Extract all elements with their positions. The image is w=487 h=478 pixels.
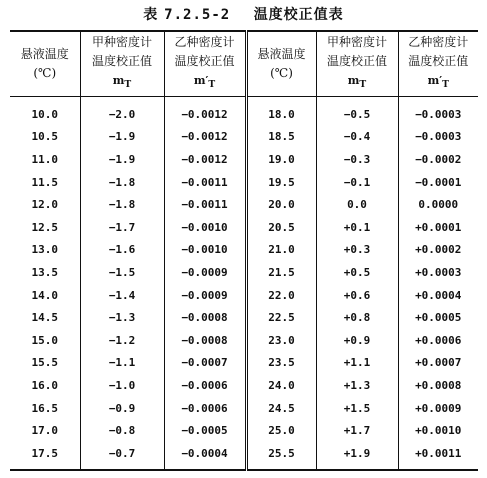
type-b-left-cell: −0.0004 — [164, 442, 246, 470]
table-row — [10, 397, 478, 420]
type-b-right-cell: +0.0004 — [415, 288, 462, 302]
header-symbol: $m_T$ — [347, 74, 367, 91]
table-row — [10, 261, 478, 284]
type-a-right-cell: +1.3 — [316, 374, 398, 397]
table-row — [10, 352, 478, 375]
header-type-a-right — [316, 31, 398, 97]
temp-left-cell: 17.5 — [10, 442, 80, 470]
header-line2: 温度校正值 — [326, 54, 387, 69]
temp-left-cell: 10.5 — [10, 126, 80, 149]
type-b-right-cell: +0.0008 — [415, 378, 462, 392]
type-a-right-cell: −0.3 — [316, 148, 398, 171]
type-a-right-cell: −0.1 — [316, 171, 398, 194]
type-b-left-cell: −0.0005 — [164, 419, 246, 442]
header-symbol: $m_T$ — [112, 74, 132, 91]
temp-right-cell: 21.5 — [246, 261, 316, 284]
table-row — [10, 171, 478, 194]
temp-right-cell: 20.0 — [246, 193, 316, 216]
type-a-left-cell: −1.0 — [80, 374, 164, 397]
header-line2: 温度校正值 — [174, 54, 235, 69]
table-row — [10, 329, 478, 352]
temp-left-cell: 12.0 — [10, 193, 80, 216]
temp-left-cell: 13.0 — [10, 239, 80, 262]
type-b-right-cell: +0.0011 — [415, 446, 462, 460]
header-unit: (℃) — [270, 66, 293, 80]
table-row — [10, 419, 478, 442]
type-a-right-cell: +0.8 — [316, 306, 398, 329]
type-a-left-cell: −1.8 — [80, 171, 164, 194]
type-a-left-cell: −1.4 — [80, 284, 164, 307]
type-b-right-cell: +0.0007 — [415, 356, 462, 370]
type-a-left-cell: −2.0 — [80, 97, 164, 126]
header-line1: 甲种密度计 — [326, 35, 387, 50]
header-line1: 乙种密度计 — [408, 35, 469, 50]
temp-right-cell: 24.5 — [246, 397, 316, 420]
temp-right-cell: 23.0 — [246, 329, 316, 352]
type-a-left-cell: −1.8 — [80, 193, 164, 216]
temp-left-cell: 16.0 — [10, 374, 80, 397]
type-b-left-cell: −0.0010 — [164, 239, 246, 262]
type-b-right-cell: +0.0006 — [415, 333, 462, 347]
table-row — [10, 374, 478, 397]
temp-right-cell: 23.5 — [246, 352, 316, 375]
type-a-left-cell: −0.9 — [80, 397, 164, 420]
temp-left-cell: 15.0 — [10, 329, 80, 352]
type-b-left-cell: −0.0011 — [164, 193, 246, 216]
type-b-left-cell: −0.0012 — [164, 148, 246, 171]
type-a-right-cell: +0.3 — [316, 239, 398, 262]
header-type-a-left — [80, 31, 164, 97]
table-title-prefix: 表 — [143, 7, 159, 23]
table-row — [10, 306, 478, 329]
type-b-right-cell: −0.0001 — [415, 175, 462, 189]
type-b-left-cell: −0.0012 — [164, 126, 246, 149]
type-b-left-cell: −0.0007 — [164, 352, 246, 375]
type-a-right-cell: −0.5 — [316, 97, 398, 126]
type-a-left-cell: −1.1 — [80, 352, 164, 375]
type-b-left-cell: −0.0010 — [164, 216, 246, 239]
type-b-left-cell: −0.0006 — [164, 397, 246, 420]
type-a-right-cell: +1.9 — [316, 442, 398, 470]
type-a-right-cell: −0.4 — [316, 126, 398, 149]
table-row — [10, 216, 478, 239]
type-a-left-cell: −1.9 — [80, 148, 164, 171]
table-row — [10, 193, 478, 216]
temp-left-cell: 11.5 — [10, 171, 80, 194]
type-b-right-cell: −0.0003 — [415, 107, 462, 121]
temp-right-cell: 25.5 — [246, 442, 316, 470]
type-b-left-cell: −0.0012 — [164, 97, 246, 126]
temperature-correction-table — [10, 30, 478, 471]
type-b-left-cell: −0.0011 — [164, 171, 246, 194]
type-a-right-cell: 0.0 — [316, 193, 398, 216]
type-b-left-cell: −0.0009 — [164, 284, 246, 307]
header-type-b-right — [398, 31, 478, 97]
type-b-right-cell: +0.0003 — [415, 265, 462, 279]
header-line1: 乙种密度计 — [174, 35, 235, 50]
temp-right-cell: 18.5 — [246, 126, 316, 149]
type-a-right-cell: +1.1 — [316, 352, 398, 375]
table-row — [10, 126, 478, 149]
header-line1: 悬液温度 — [20, 47, 69, 61]
type-a-right-cell: +0.9 — [316, 329, 398, 352]
header-type-b-left — [164, 31, 246, 97]
type-a-right-cell: +1.7 — [316, 419, 398, 442]
table-title-text: 温度校正值表 — [253, 7, 344, 23]
type-b-right-cell: +0.0005 — [415, 311, 462, 325]
type-a-left-cell: −1.6 — [80, 239, 164, 262]
header-unit: (℃) — [33, 66, 57, 80]
type-a-right-cell: +1.5 — [316, 397, 398, 420]
type-a-right-cell: +0.6 — [316, 284, 398, 307]
temp-right-cell: 21.0 — [246, 239, 316, 262]
type-b-right-cell: +0.0001 — [415, 220, 462, 234]
type-b-left-cell: −0.0009 — [164, 261, 246, 284]
temp-left-cell: 16.5 — [10, 397, 80, 420]
type-a-left-cell: −1.9 — [80, 126, 164, 149]
type-b-right-cell: +0.0010 — [415, 424, 462, 438]
header-temp-right — [246, 31, 316, 97]
header-symbol: $m'_T$ — [193, 74, 216, 91]
temp-left-cell: 13.5 — [10, 261, 80, 284]
temp-left-cell: 17.0 — [10, 419, 80, 442]
temp-right-cell: 20.5 — [246, 216, 316, 239]
temp-left-cell: 10.0 — [10, 97, 80, 126]
temp-left-cell: 14.5 — [10, 306, 80, 329]
header-line1: 甲种密度计 — [91, 35, 152, 50]
header-temp-left — [10, 31, 80, 97]
type-b-right-cell: −0.0003 — [415, 130, 462, 144]
header-line2: 温度校正值 — [91, 54, 152, 69]
type-a-left-cell: −1.5 — [80, 261, 164, 284]
type-b-left-cell: −0.0008 — [164, 329, 246, 352]
temp-left-cell: 12.5 — [10, 216, 80, 239]
table-title-number: 7.2.5-2 — [164, 7, 231, 23]
temp-right-cell: 22.0 — [246, 284, 316, 307]
header-line1: 悬液温度 — [257, 47, 306, 61]
header-row — [10, 31, 478, 97]
table-body — [10, 97, 478, 470]
header-line2: 温度校正值 — [408, 54, 469, 69]
temp-left-cell: 11.0 — [10, 148, 80, 171]
temp-right-cell: 19.5 — [246, 171, 316, 194]
table-row — [10, 97, 478, 126]
type-a-left-cell: −1.2 — [80, 329, 164, 352]
temp-right-cell: 25.0 — [246, 419, 316, 442]
temp-left-cell: 15.5 — [10, 352, 80, 375]
type-a-right-cell: +0.5 — [316, 261, 398, 284]
type-a-left-cell: −1.3 — [80, 306, 164, 329]
type-b-left-cell: −0.0006 — [164, 374, 246, 397]
table-row — [10, 284, 478, 307]
type-a-left-cell: −0.7 — [80, 442, 164, 470]
type-a-left-cell: −1.7 — [80, 216, 164, 239]
table-row — [10, 148, 478, 171]
type-b-right-cell: 0.0000 — [418, 198, 459, 212]
table-row — [10, 442, 478, 470]
type-b-right-cell: +0.0002 — [415, 243, 462, 257]
temp-left-cell: 14.0 — [10, 284, 80, 307]
header-symbol: $m'_T$ — [427, 74, 449, 91]
temp-right-cell: 24.0 — [246, 374, 316, 397]
type-b-right-cell: −0.0002 — [415, 152, 462, 166]
temp-right-cell: 18.0 — [246, 97, 316, 126]
type-a-right-cell: +0.1 — [316, 216, 398, 239]
temp-right-cell: 19.0 — [246, 148, 316, 171]
table-row — [10, 239, 478, 262]
type-a-left-cell: −0.8 — [80, 419, 164, 442]
temp-right-cell: 22.5 — [246, 306, 316, 329]
table-title — [0, 4, 487, 24]
type-b-right-cell: +0.0009 — [415, 401, 462, 415]
type-b-left-cell: −0.0008 — [164, 306, 246, 329]
